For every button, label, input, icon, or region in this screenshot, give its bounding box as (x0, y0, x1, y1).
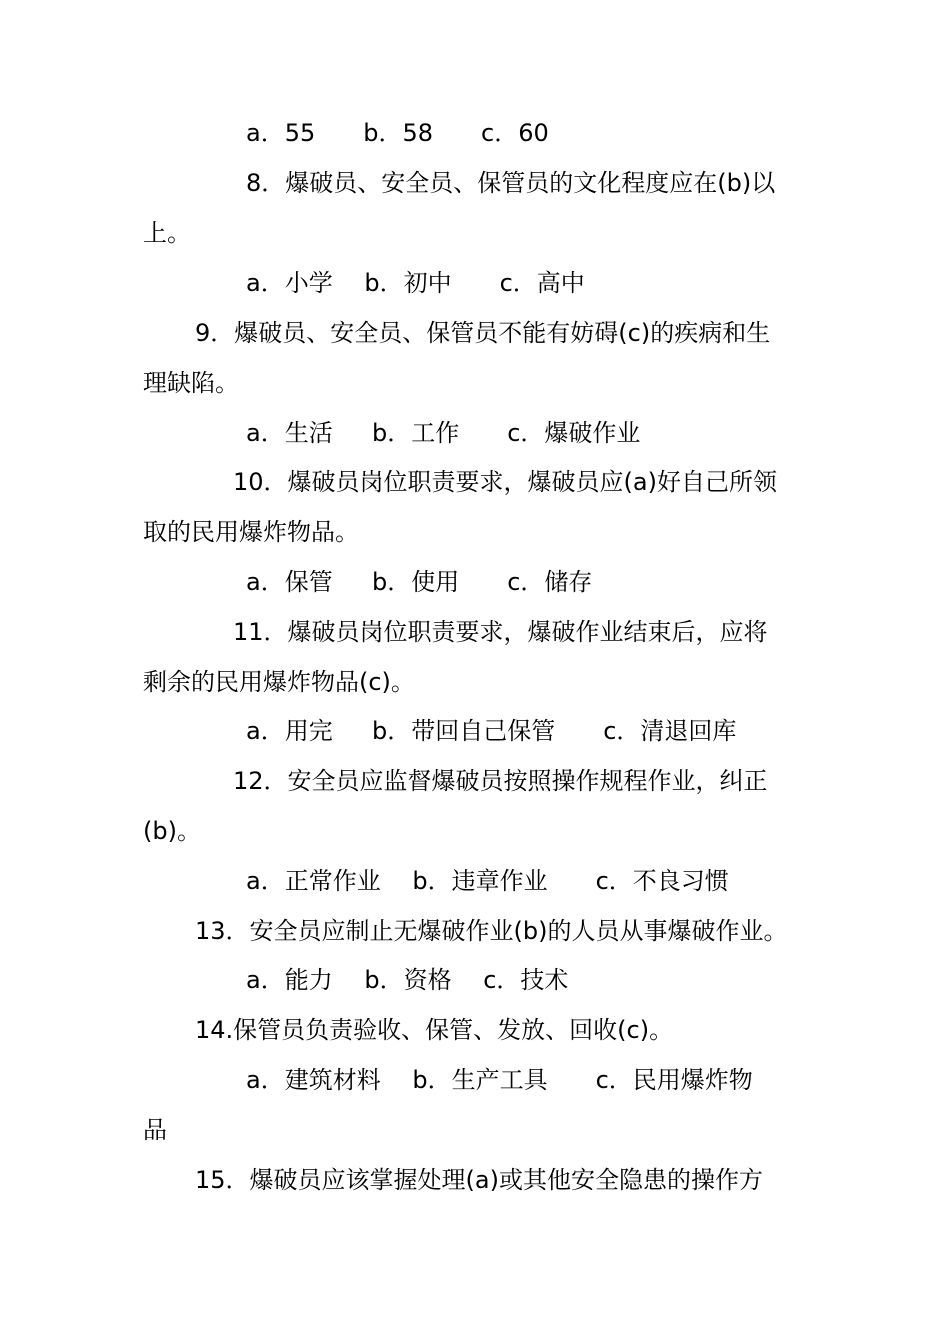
text-line: a．小学 b．初中 c．高中 (246, 269, 585, 297)
text-line: 8．爆破员、安全员、保管员的文化程度应在(b)以 (246, 169, 776, 197)
text-line: a．55 b．58 c．60 (246, 119, 549, 147)
text-line: 15．爆破员应该掌握处理(a)或其他安全隐患的操作方 (195, 1166, 763, 1194)
text-line: 取的民用爆炸物品。 (143, 518, 359, 546)
text-line: a．建筑材料 b．生产工具 c．民用爆炸物 (246, 1066, 753, 1094)
text-line: 剩余的民用爆炸物品(c)。 (143, 668, 415, 696)
text-line: a．用完 b．带回自己保管 c．清退回库 (246, 717, 737, 745)
text-line: a．能力 b．资格 c．技术 (246, 966, 569, 994)
text-line: 14.保管员负责验收、保管、发放、回收(c)。 (195, 1016, 674, 1044)
text-line: 12．安全员应监督爆破员按照操作规程作业，纠正 (233, 767, 768, 795)
text-line: 理缺陷。 (143, 369, 239, 397)
text-line: 10．爆破员岗位职责要求，爆破员应(a)好自己所领 (233, 468, 777, 496)
text-line: a．生活 b．工作 c．爆破作业 (246, 419, 641, 447)
text-line: 上。 (143, 219, 191, 247)
text-line: a．保管 b．使用 c．储存 (246, 568, 593, 596)
text-line: 11．爆破员岗位职责要求，爆破作业结束后，应将 (233, 618, 768, 646)
text-line: a．正常作业 b．违章作业 c．不良习惯 (246, 867, 729, 895)
text-line: 13．安全员应制止无爆破作业(b)的人员从事爆破作业。 (195, 917, 788, 945)
text-line: (b)。 (143, 817, 201, 845)
text-line: 品 (143, 1116, 167, 1144)
text-line: 9．爆破员、安全员、保管员不能有妨碍(c)的疾病和生 (195, 319, 771, 347)
